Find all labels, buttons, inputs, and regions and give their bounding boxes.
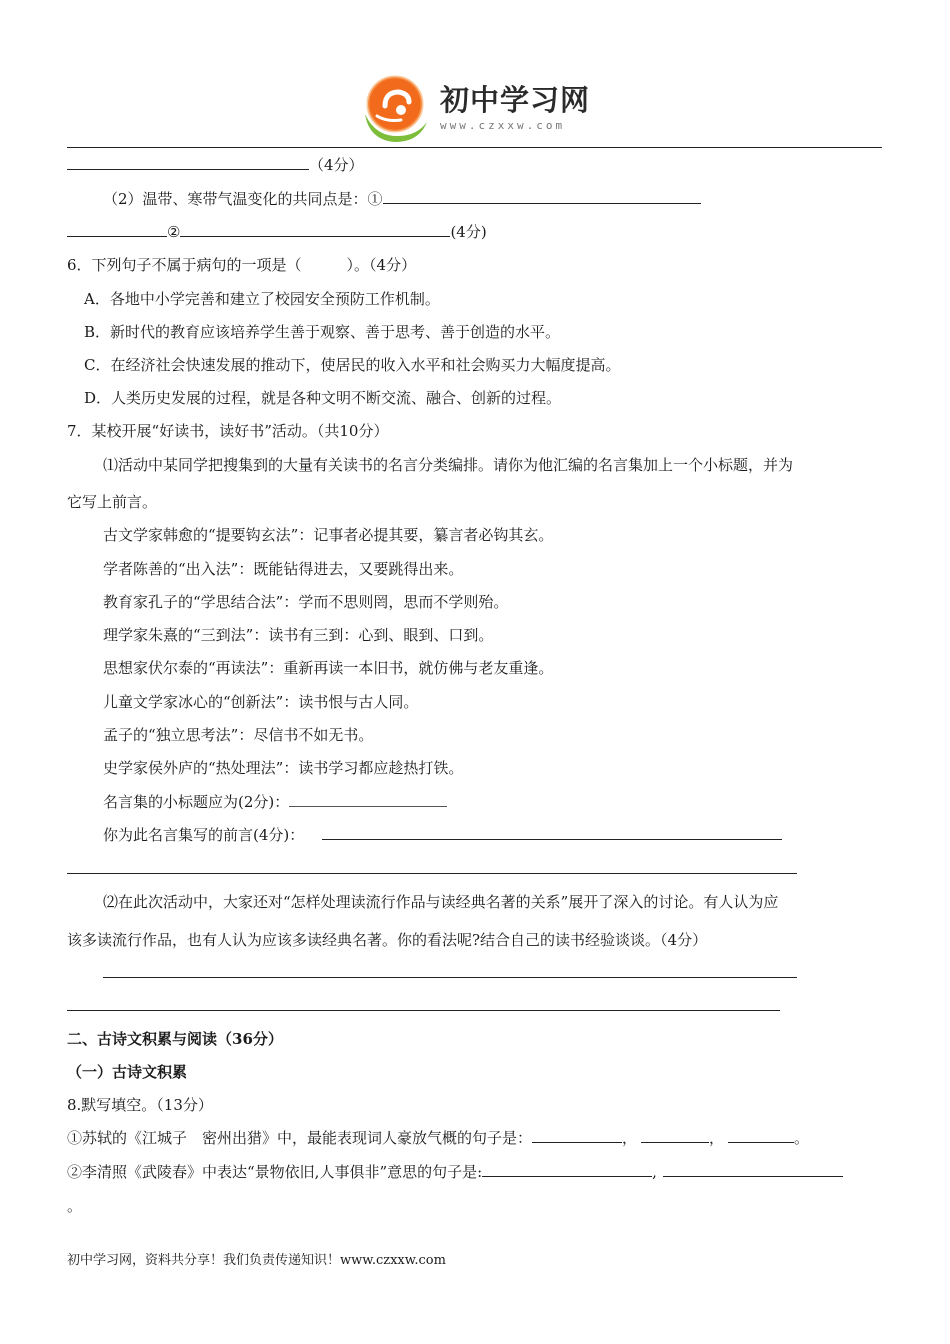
quote-item: 教育家孔子的“学思结合法”：学而不思则罔，思而不学则殆。 bbox=[103, 593, 509, 611]
blank[interactable] bbox=[482, 1162, 652, 1177]
site-url: www.czxxw.com bbox=[440, 119, 566, 132]
q6-stem: 6．下列句子不属于病句的一项是（ ）。（4分） bbox=[67, 256, 417, 274]
q8-item-2-end: 。 bbox=[67, 1197, 83, 1215]
blank[interactable] bbox=[67, 222, 167, 237]
preface-blank[interactable] bbox=[322, 825, 782, 840]
page-footer: 初中学习网，资料共分享！我们负责传递知识！www.czxxw.com bbox=[67, 1253, 446, 1268]
answer-line[interactable] bbox=[103, 977, 797, 978]
q7-p2-line2: 该多读流行作品，也有人认为应该多读经典名著。你的看法呢?结合自己的读书经验谈谈。（4分） bbox=[67, 931, 708, 949]
q7-preface-prompt: 你为此名言集写的前言(4分)： bbox=[103, 824, 782, 845]
q8-item-2: ②李清照《武陵春》中表达“景物依旧,人事俱非”意思的句子是: , bbox=[67, 1161, 843, 1182]
site-logo-icon bbox=[355, 66, 435, 146]
blank[interactable] bbox=[728, 1128, 794, 1143]
blank[interactable] bbox=[641, 1128, 709, 1143]
quote-item: 儿童文学家冰心的“创新法”：读书恨与古人同。 bbox=[103, 693, 419, 711]
header-divider bbox=[67, 147, 882, 148]
answer-line[interactable] bbox=[67, 873, 797, 874]
blank[interactable] bbox=[663, 1162, 843, 1177]
site-name: 初中学习网 bbox=[440, 83, 591, 117]
q8-stem: 8.默写填空。（13分） bbox=[67, 1096, 213, 1114]
quote-item: 史学家侯外庐的“热处理法”：读书学习都应趁热打铁。 bbox=[103, 759, 464, 777]
q7-stem: 7．某校开展“好读书，读好书”活动。（共10分） bbox=[67, 422, 389, 440]
section-heading: 二、古诗文积累与阅读（36分） bbox=[67, 1030, 283, 1048]
q8-item-1: ①苏轼的《江城子 密州出猎》中，最能表现词人豪放气概的句子是： ， ， 。 bbox=[67, 1129, 810, 1147]
quote-item: 孟子的“独立思考法”：尽信书不如无书。 bbox=[103, 726, 374, 744]
q7-p1-line2: 它写上前言。 bbox=[67, 493, 158, 511]
quote-item: 思想家伏尔泰的“再读法”：重新再读一本旧书，就仿佛与老友重逢。 bbox=[103, 659, 554, 677]
q6-option-a: A．各地中小学完善和建立了校园安全预防工作机制。 bbox=[84, 290, 440, 308]
quote-item: 理学家朱熹的“三到法”：读书有三到：心到、眼到、口到。 bbox=[103, 626, 494, 644]
quote-item: 学者陈善的“出入法”：既能钻得进去，又要跳得出来。 bbox=[103, 560, 464, 578]
quote-item: 古文学家韩愈的“提要钩玄法”：记事者必提其要，纂言者必钩其玄。 bbox=[103, 526, 554, 544]
blank[interactable] bbox=[383, 189, 701, 204]
q5-sub2: （2）温带、寒带气温变化的共同点是：① bbox=[103, 188, 701, 209]
blank[interactable] bbox=[180, 222, 450, 237]
blank[interactable] bbox=[532, 1128, 622, 1143]
q6-option-d: D．人类历史发展的过程，就是各种文明不断交流、融合、创新的过程。 bbox=[84, 389, 562, 407]
title-blank[interactable] bbox=[289, 792, 447, 807]
q7-p1-line1: ⑴活动中某同学把搜集到的大量有关读书的名言分类编排。请你为他汇编的名言集加上一个小标题，并为 bbox=[103, 456, 794, 474]
q5-answer-line-2: ② (4分) bbox=[67, 221, 487, 242]
answer-line[interactable] bbox=[67, 1010, 780, 1011]
q7-title-prompt: 名言集的小标题应为(2分)： bbox=[103, 791, 447, 812]
q6-option-c: C．在经济社会快速发展的推动下，使居民的收入水平和社会购买力大幅度提高。 bbox=[84, 356, 621, 374]
sub-heading: （一）古诗文积累 bbox=[67, 1063, 188, 1081]
q7-p2-line1: ⑵在此次活动中，大家还对“怎样处理读流行作品与读经典名著的关系”展开了深入的讨论。有人认为应 bbox=[103, 893, 779, 911]
q5-answer-line-1: （4分） bbox=[67, 154, 364, 175]
q6-option-b: B．新时代的教育应该培养学生善于观察、善于思考、善于创造的水平。 bbox=[84, 323, 561, 341]
blank[interactable] bbox=[67, 155, 309, 170]
